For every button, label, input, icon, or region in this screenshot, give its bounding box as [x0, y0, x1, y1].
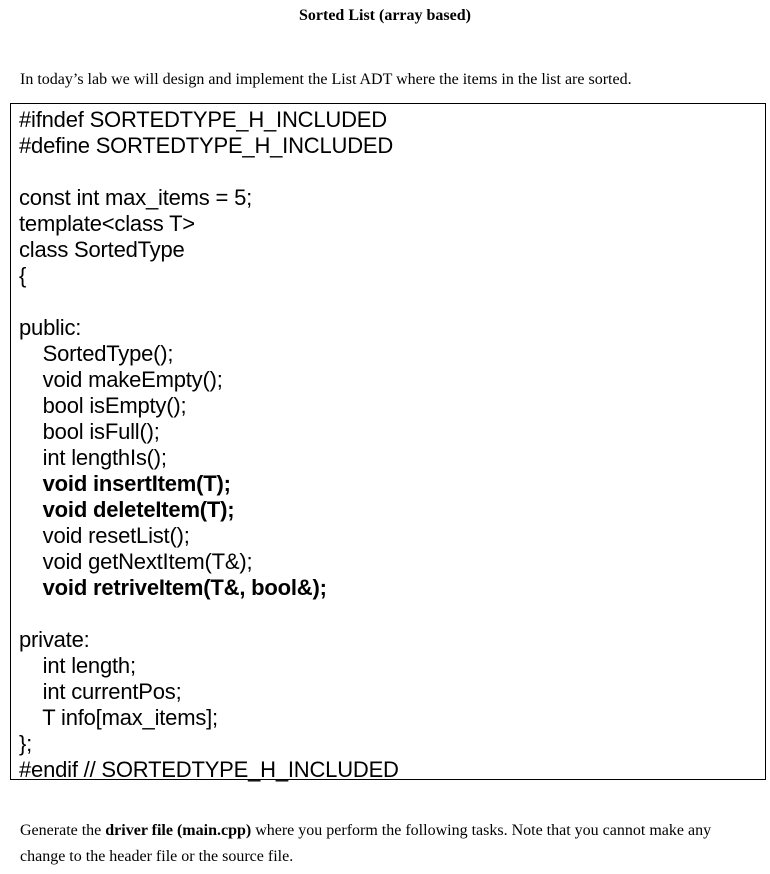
code-line: void deleteItem(T);: [19, 497, 235, 522]
code-line: bool isEmpty();: [19, 393, 187, 418]
code-line: void getNextItem(T&);: [19, 549, 253, 574]
code-line: #endif // SORTEDTYPE_H_INCLUDED: [19, 757, 399, 782]
code-line: T info[max_items];: [19, 705, 218, 730]
code-line: const int max_items = 5;: [19, 185, 253, 210]
code-line: class SortedType: [19, 237, 185, 262]
code-line: public:: [19, 315, 82, 340]
code-line: int length;: [19, 653, 136, 678]
code-line: void insertItem(T);: [19, 471, 231, 496]
code-line: };: [19, 731, 33, 756]
code-listing-box: [10, 103, 766, 780]
outro-bold-text: driver file (main.cpp): [105, 822, 252, 839]
code-line: private:: [19, 627, 90, 652]
code-line: SortedType();: [19, 341, 174, 366]
outro-text-1: Generate the: [20, 822, 106, 839]
code-line: #define SORTEDTYPE_H_INCLUDED: [19, 133, 394, 158]
code-line: int currentPos;: [19, 679, 182, 704]
code-line: {: [19, 263, 27, 288]
code-line: template<class T>: [19, 211, 195, 236]
code-line: void retriveItem(T&, bool&);: [19, 575, 327, 600]
intro-paragraph: In today’s lab we will design and implement the List ADT where the items in the list are sorted.: [20, 71, 632, 88]
outro-paragraph: [20, 818, 750, 870]
code-line: int lengthIs();: [19, 445, 167, 470]
outro-text-2: where you perform the following tasks. Note that you cannot make any change to the header file or the source file.: [20, 822, 712, 865]
code-line: #ifndef SORTEDTYPE_H_INCLUDED: [19, 107, 387, 132]
code-line: void makeEmpty();: [19, 367, 223, 392]
code-line: [19, 159, 399, 185]
code-line: bool isFull();: [19, 419, 160, 444]
code-listing: [19, 107, 399, 783]
code-line: [19, 601, 399, 627]
document-title: Sorted List (array based): [299, 7, 471, 24]
code-line: [19, 289, 399, 315]
code-line: void resetList();: [19, 523, 190, 548]
